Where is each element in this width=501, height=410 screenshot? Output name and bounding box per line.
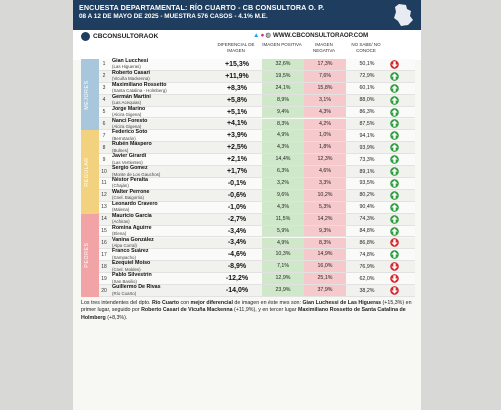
no-sabe-value: 74,3% [359,216,375,223]
rank-number: 4 [102,97,106,104]
negative-image: 25,1% [304,273,346,284]
positive-image: 12,9% [262,273,304,284]
candidate-cell [109,83,212,94]
candidate-town: (Río Cuarto) [112,290,137,296]
arrow-up-icon [388,215,400,224]
arrow-down-icon [388,286,400,295]
image-differential: -0,1% [227,179,247,187]
column-pos-header: IMAGEN POSITIVA [262,42,302,47]
positive-image: 9,4% [262,107,304,118]
no-sabe-value: 50,1% [359,61,375,68]
candidate-town: (Chaján) [112,183,129,189]
footer-text: (+11,9%), y en tercer lugar [232,307,298,314]
column-neg-header: IMAGEN NEGATIVA [312,42,336,53]
title-line-2: 08 A 12 DE MAYO DE 2025 - MUESTRA 576 CASOS - 4.1% M.E. [79,13,268,20]
candidate-cell [109,130,212,141]
candidate-cell [109,59,212,70]
negative-image: 3,1% [304,95,346,106]
positive-image: 4,9% [262,130,304,141]
negative-image: 12,3% [304,154,346,165]
image-differential: +5,8% [226,96,248,104]
image-differential: -3,4% [227,227,247,235]
arrow-up-icon [388,143,400,152]
no-sabe-value: 38,2% [359,287,375,294]
positive-image: 4,9% [262,238,304,249]
candidate-name: Maximiliano Rossetto [112,81,167,88]
image-differential: +2,5% [226,144,248,152]
arrow-down-icon [388,274,400,283]
consultora-logo-icon [81,32,90,41]
rank-number: 6 [102,120,106,127]
candidate-cell [109,238,212,249]
candidate-town: (Malena) [112,207,130,213]
candidate-cell [109,273,212,284]
table-row [99,202,415,214]
rank-number: 16 [101,239,107,246]
candidate-name: Guillermo De Rivas [112,284,161,291]
candidate-town: (Alpa Corral) [112,242,137,248]
negative-image: 8,3% [304,238,346,249]
group-label: REGULAR [84,157,90,187]
image-differential: -12,2% [225,275,249,283]
arrow-up-icon [388,155,400,164]
positive-image: 11,5% [262,214,304,225]
candidate-cell [109,154,212,165]
candidate-town: (Bulnes) [112,147,129,153]
positive-image: 19,5% [262,71,304,82]
candidate-town: (Cnel. Baigorria) [112,195,144,201]
candidate-cell [109,142,212,153]
candidate-name: Rubén Máspero [112,141,152,148]
candidate-name: Néstor Peralta [112,177,148,184]
candidate-town: (Alcira Gigena) [112,112,142,118]
image-differential: +15,3% [225,60,249,68]
rank-number: 7 [102,132,106,139]
candidate-name: Leonardo Cravero [112,200,158,207]
footer-bold: Maximiliano Rossetto de Santa Catalina de Holmberg [81,307,406,321]
image-differential: +3,9% [226,132,248,140]
table-row [99,190,415,202]
image-differential: -2,7% [227,215,247,223]
candidate-name: Sergio Gomez [112,165,148,172]
candidate-name: Roberto Casari [112,69,150,76]
no-sabe-value: 80,2% [359,192,375,199]
candidate-name: Jorge Marino [112,105,146,112]
rank-number: 17 [101,251,107,258]
group-label: MEJORES [84,80,90,110]
rank-number: 19 [101,275,107,282]
candidate-cell [109,249,212,260]
footer-bold: Gian Luchessi de Las Higueras [302,300,382,306]
candidate-cell [109,202,212,213]
group-band-regular [81,130,99,213]
candidate-cell [109,166,212,177]
rank-number: 14 [101,216,107,223]
candidate-town: (Vicuña Mackenna) [112,76,150,82]
candidate-name: Walter Perrone [112,188,150,195]
positive-image: 32,6% [262,59,304,70]
candidate-cell [109,107,212,118]
table-row [99,142,415,154]
footer-bold: mejor diferencial [190,300,233,306]
social-icons [253,31,272,39]
arrow-down-icon [388,60,400,69]
footer-bold: Roberto Casari de Vicuña Mackenna [141,307,233,314]
negative-image: 9,3% [304,226,346,237]
twitter-icon[interactable]: ▲ [253,32,261,39]
candidate-name: Gian Lucchesi [112,58,149,65]
positive-image: 3,2% [262,178,304,189]
table-row [99,71,415,83]
candidate-town: (Cnel. Moldes) [112,266,141,272]
column-ns-header: NO SABE/ NO CONOCE [351,42,381,53]
positive-image: 9,6% [262,190,304,201]
positive-image: 4,3% [262,142,304,153]
candidate-cell [109,71,212,82]
arrow-up-icon [388,84,400,93]
candidate-cell [109,226,212,237]
negative-image: 1,8% [304,142,346,153]
arrow-down-icon [388,262,400,271]
negative-image: 4,3% [304,107,346,118]
candidate-cell [109,119,212,130]
candidate-cell [109,178,212,189]
negative-image: 3,3% [304,178,346,189]
candidate-cell [109,95,212,106]
image-differential: +4,1% [226,120,248,128]
rank-number: 3 [102,85,106,92]
candidate-town: (Berrotarán) [112,135,136,141]
table-row [99,214,415,226]
negative-image: 14,2% [304,214,346,225]
negative-image: 16,0% [304,261,346,272]
arrow-up-icon [388,227,400,236]
negative-image: 5,3% [304,202,346,213]
footer-text: (+15,3%) en primer lugar, seguido por [81,300,412,314]
image-differential: -3,4% [227,239,247,247]
image-differential: -1,0% [227,203,247,211]
no-sabe-value: 89,1% [359,168,375,175]
candidate-town: (Las Acequias) [112,100,142,106]
table-row [99,285,415,297]
image-differential: +8,3% [226,84,248,92]
rank-number: 1 [102,61,106,68]
candidate-town: (San Basilio) [112,278,137,284]
candidate-name: Romina Aguirre [112,224,152,231]
positive-image: 14,4% [262,154,304,165]
rank-number: 18 [101,263,107,270]
rank-number: 20 [101,287,107,294]
arrow-up-icon [388,191,400,200]
candidate-cell [109,261,212,272]
rank-number: 9 [102,156,106,163]
no-sabe-value: 90,4% [359,204,375,211]
candidate-town: (Monte de Los Gauchos) [112,171,161,177]
instagram-icon[interactable]: ● [260,32,266,39]
rank-number: 13 [101,204,107,211]
candidate-cell [109,214,212,225]
candidate-name: Ezequiel Moiso [112,260,151,267]
no-sabe-value: 84,8% [359,228,375,235]
candidate-name: Federico Soto [112,129,148,136]
web-icon[interactable]: ◍ [265,32,273,39]
image-differential: -8,9% [227,263,247,271]
no-sabe-value: 62,0% [359,275,375,282]
table-row [99,95,415,107]
candidate-cell [109,190,212,201]
arrow-up-icon [388,179,400,188]
website-link[interactable]: WWW.CBCONSULTORAOP.COM [273,32,369,39]
title-banner [73,0,421,30]
rank-number: 15 [101,228,107,235]
arrow-up-icon [388,250,400,259]
candidate-town: (Las Higueras) [112,64,141,70]
positive-image: 8,3% [262,119,304,130]
brand-handle: CBCONSULTORAOK [93,33,159,40]
no-sabe-value: 88,0% [359,97,375,104]
title-line-1: ENCUESTA DEPARTAMENTAL: RÍO CUARTO - CB CONSULTORA O. P. [79,3,325,12]
arrow-up-icon [388,108,400,117]
candidate-town: (Alcira Gigena) [112,123,142,129]
arrow-up-icon [388,96,400,105]
no-sabe-value: 76,9% [359,263,375,270]
table-row [99,107,415,119]
negative-image: 10,2% [304,190,346,201]
arrow-up-icon [388,131,400,140]
no-sabe-value: 73,3% [359,156,375,163]
positive-image: 6,3% [262,166,304,177]
image-differential: -4,6% [227,251,247,259]
image-differential: +1,7% [226,168,248,176]
image-differential: -0,6% [227,191,247,199]
negative-image: 4,2% [304,119,346,130]
candidate-name: Franco Suárez [112,248,149,255]
candidate-name: Vanina González [112,236,154,243]
image-differential: +5,1% [226,108,248,116]
no-sabe-value: 94,1% [359,132,375,139]
negative-image: 1,0% [304,130,346,141]
rank-number: 8 [102,144,106,151]
image-differential: -14,0% [225,287,249,295]
column-diff-header: DIFERENCIAL DE IMAGEN [217,42,255,53]
positive-image: 7,1% [262,261,304,272]
footer-text: (+8,3%). [105,314,128,321]
table-row [99,226,415,238]
footer-text: de imagen en éste mes son: [232,300,303,306]
no-sabe-value: 87,5% [359,120,375,127]
arrow-down-icon [388,238,400,247]
candidate-town: (Las Vertientes) [112,159,143,165]
arrow-up-icon [388,72,400,81]
footer-bold: Río Cuarto [151,300,180,306]
rank-number: 10 [101,168,107,175]
footer-text: con [179,300,191,306]
no-sabe-value: 93,5% [359,180,375,187]
footer-summary [81,300,415,322]
rank-number: 11 [101,180,107,187]
negative-image: 4,6% [304,166,346,177]
no-sabe-value: 60,1% [359,85,375,92]
candidate-name: Germán Martini [112,93,151,100]
candidate-town: (Achiras) [112,219,130,225]
candidate-name: Mauricio García [112,212,152,219]
brand-logo[interactable] [81,32,158,41]
arrow-up-icon [388,203,400,212]
group-band-mejores [81,59,99,130]
arrow-up-icon [388,167,400,176]
candidate-name: Pablo Silvestrin [112,272,152,279]
arrow-up-icon [388,119,400,128]
positive-image: 24,1% [262,83,304,94]
no-sabe-value: 86,8% [359,239,375,246]
negative-image: 17,3% [304,59,346,70]
poll-card [73,0,421,410]
footer-text: Los tres intendentes del dpto. [81,300,152,306]
positive-image: 5,9% [262,226,304,237]
negative-image: 37,9% [304,285,346,296]
positive-image: 23,9% [262,285,304,296]
candidate-town: (Santa Catalina - Holmberg) [112,88,167,94]
image-differential: +11,9% [225,72,249,80]
negative-image: 14,9% [304,249,346,260]
positive-image: 10,3% [262,249,304,260]
rank-number: 5 [102,109,106,116]
positive-image: 8,9% [262,95,304,106]
province-map-icon [391,3,415,27]
rank-number: 12 [101,192,107,199]
rank-number: 2 [102,73,106,80]
group-band-peores [81,214,99,297]
positive-image: 4,3% [262,202,304,213]
column-header-bar [73,30,421,60]
table-row [99,83,415,95]
candidate-cell [109,285,212,296]
no-sabe-value: 93,9% [359,144,375,151]
negative-image: 7,6% [304,71,346,82]
candidate-town: (Sampacho) [112,254,136,260]
candidate-name: Javier Girardi [112,153,147,160]
no-sabe-value: 74,8% [359,251,375,258]
candidate-town: (Elena) [112,231,127,237]
no-sabe-value: 86,3% [359,109,375,116]
no-sabe-value: 72,9% [359,73,375,80]
group-label: PEORES [84,242,90,268]
candidate-name: Nanci Foresto [112,117,148,124]
negative-image: 15,8% [304,83,346,94]
image-differential: +2,1% [226,156,248,164]
